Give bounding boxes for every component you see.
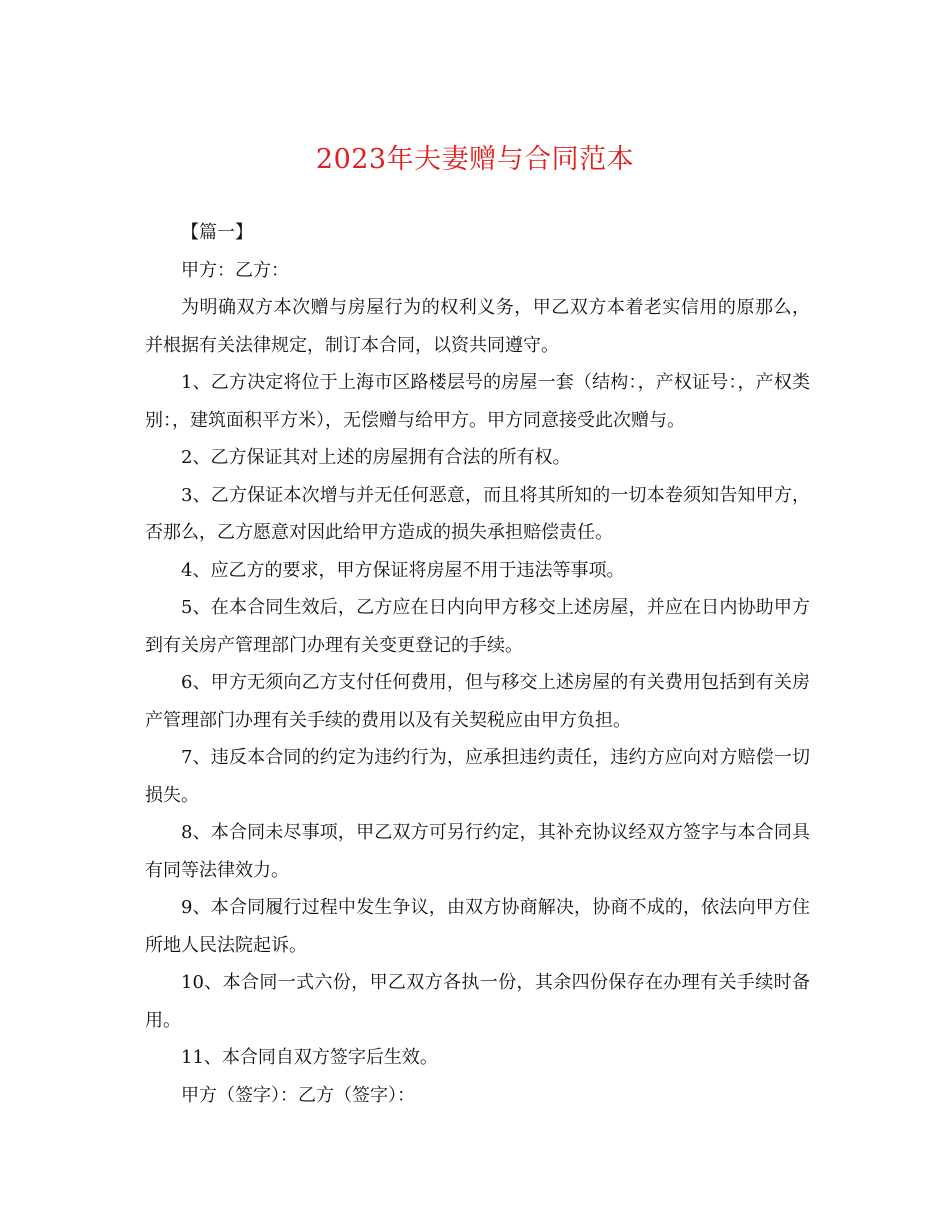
clause-11: 11、本合同自双方签字后生效。 bbox=[181, 1047, 438, 1068]
intro-paragraph: 为明确双方本次赠与房屋行为的权利义务，甲乙双方本着老实信用的原那么，并根据有关法律规定，制订本合同，以资共同遵守。 bbox=[145, 297, 810, 356]
clause-5: 5、在本合同生效后，乙方应在日内向甲方移交上述房屋，并应在日内协助甲方到有关房产管理部门办理有关变更登记的手续。 bbox=[145, 597, 810, 656]
document-body bbox=[145, 214, 810, 1114]
clause-8: 8、本合同未尽事项，甲乙双方可另行约定，其补充协议经双方签字与本合同具有同等法律效力。 bbox=[145, 822, 810, 881]
clause-2: 2、乙方保证其对上述的房屋拥有合法的所有权。 bbox=[181, 447, 571, 468]
parties-line: 甲方：乙方： bbox=[181, 259, 289, 281]
clause-1: 1、乙方决定将位于上海市区路楼层号的房屋一套（结构：，产权证号：，产权类别：，建筑面积平方米），无偿赠与给甲方。甲方同意接受此次赠与。 bbox=[145, 372, 810, 431]
document-title: 2023年夫妻赠与合同范本 bbox=[315, 144, 635, 175]
signature-line: 甲方（签字）：乙方（签字）： bbox=[181, 1084, 415, 1106]
section-heading: 【篇一】 bbox=[181, 222, 253, 243]
clause-10: 10、本合同一式六份，甲乙双方各执一份，其余四份保存在办理有关手续时备用。 bbox=[145, 972, 810, 1031]
clause-3: 3、乙方保证本次增与并无任何恶意，而且将其所知的一切本卷须知告知甲方，否那么，乙方愿意对因此给甲方造成的损失承担赔偿责任。 bbox=[145, 484, 810, 543]
clause-7: 7、违反本合同的约定为违约行为，应承担违约责任，违约方应向对方赔偿一切损失。 bbox=[145, 747, 810, 806]
clause-6: 6、甲方无须向乙方支付任何费用，但与移交上述房屋的有关费用包括到有关房产管理部门办理有关手续的费用以及有关契税应由甲方负担。 bbox=[145, 672, 810, 731]
clause-4: 4、应乙方的要求，甲方保证将房屋不用于违法等事项。 bbox=[181, 559, 625, 581]
clause-9: 9、本合同履行过程中发生争议，由双方协商解决，协商不成的，依法向甲方住所地人民法院起诉。 bbox=[145, 897, 810, 956]
